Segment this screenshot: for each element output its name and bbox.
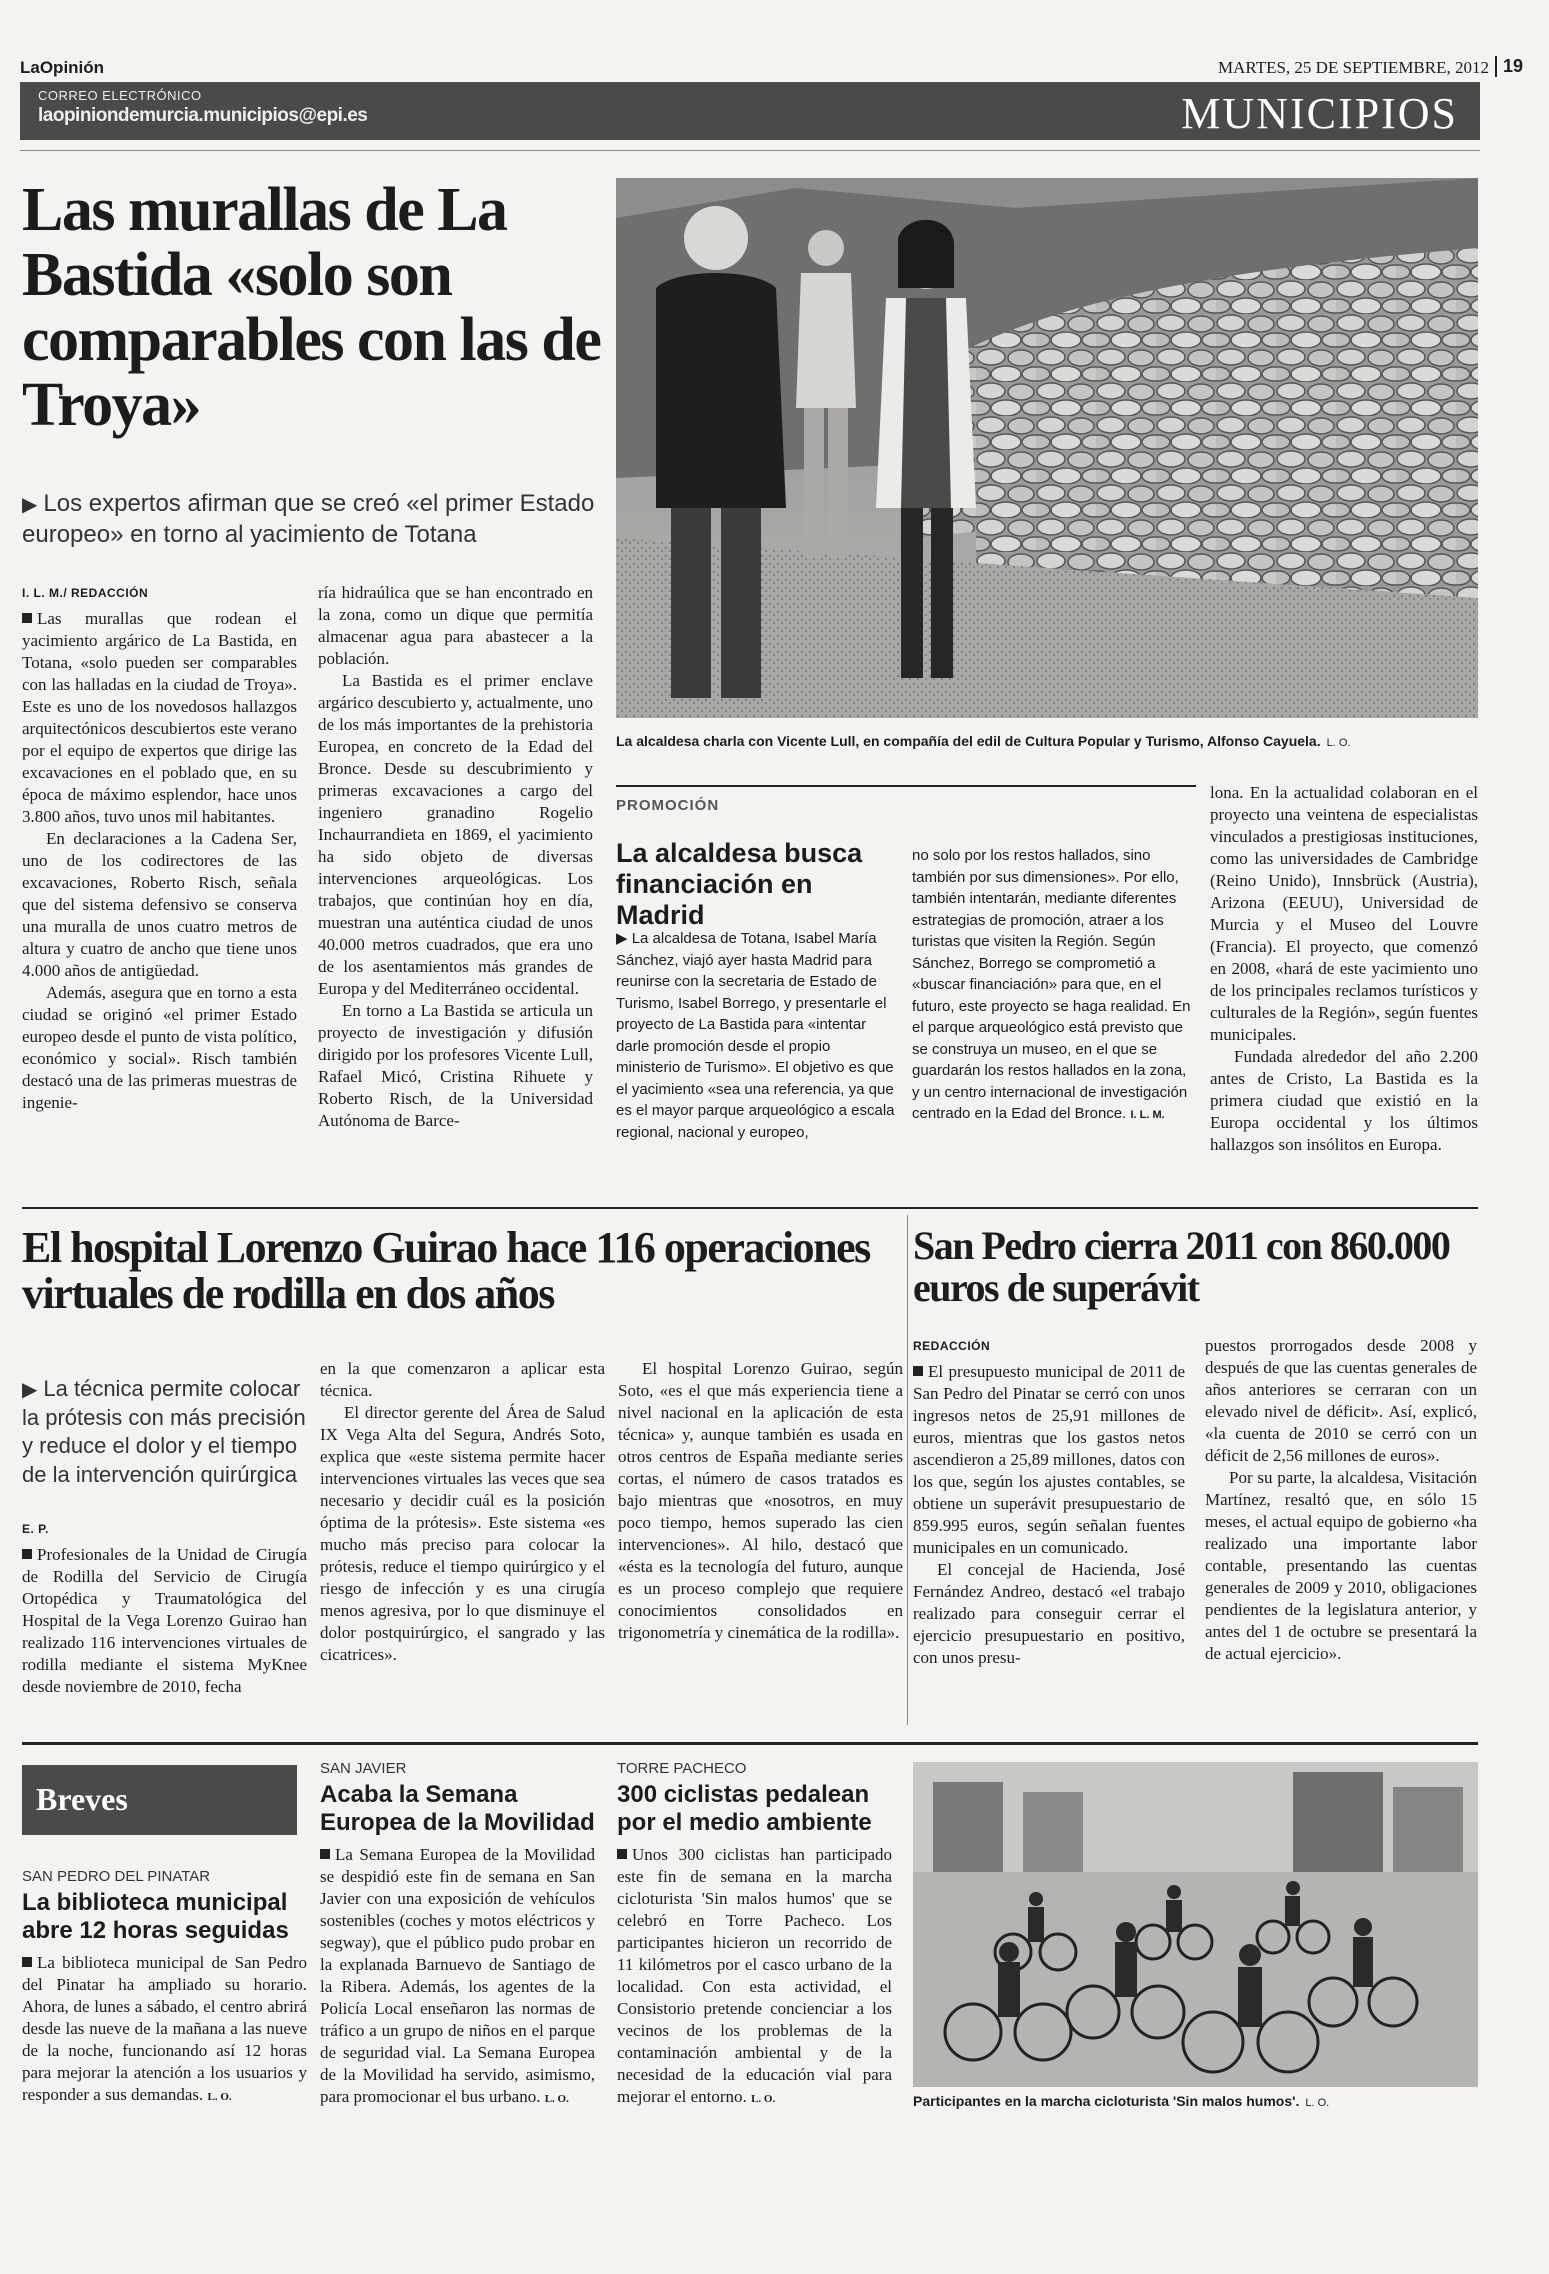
triangle-bullet-icon: ▶	[22, 494, 38, 516]
column-divider	[907, 1215, 908, 1725]
article1-paragraph: La Bastida es el primer enclave argárico descubierto y, actualmente, uno de los más importantes de la prehistoria Europea, en concreto de la Edad del Bronce. Desde su descubrimiento y primeras excavaciones a cargo del ingeniero granadino Rogelio Inchaurrandieta en 1869, el yacimiento ha sido objeto de diversas intervenciones arqueológicas. Los trabajos, que continúan hoy en día, muestran una auténtica ciudad de unos 40.000 metros cuadrados, que era uno de los asentamientos más grandes de Europa y del Mediterráneo occidental.	[318, 671, 593, 998]
brief-kicker: SAN JAVIER	[320, 1760, 407, 1777]
brief-text: La Semana Europea de la Movilidad se despidió este fin de semana en San Javier con una exposición de vehículos sostenibles (coches y motos eléctricos y segway), que el público pudo probar en la explanada Barnuevo de Santiago de la Ribera. Además, los agentes de la Policía Local enseñaron las normas de tráfico a un grupo de niños en el parque de seguridad vial. La Semana Europea de la Movilidad ha servido, asimismo, para promocionar el bus urbano. L. O.	[320, 1845, 595, 2107]
newspaper-name: LaOpinión	[20, 58, 105, 77]
email-address[interactable]: laopiniondemurcia.municipios@epi.es	[38, 105, 368, 126]
article1-paragraph: Fundada alrededor del año 2.200 antes de Cristo, La Bastida es la primera ciudad que existió en la Europa occidental y los últimos hallazgos son insólitos en Europa.	[1210, 1047, 1478, 1154]
page-number: 19	[1495, 56, 1523, 77]
article1-deck	[22, 488, 602, 550]
square-bullet-icon	[913, 1366, 923, 1376]
article1-paragraph: lona. En la actualidad colaboran en el proyecto una veintena de especialistas vinculados a prestigiosas instituciones, como las universidades de Cambridge (Reino Unido), Innsbrück (Austria), Arizona (EEUU), Universidad de Murcia y el Museo del Louvre (Francia). El proyecto, que comenzó en 2008, «hará de este yacimiento uno de los principales reclamos turísticos y culturales de la Región», según fuentes municipales.	[1210, 783, 1478, 1044]
brief-text: La biblioteca municipal de San Pedro del Pinatar ha ampliado su horario. Ahora, de lunes a sábado, el centro abrirá desde las nueve de la mañana a las nueve de la noche, funcionando así 12 horas para mejorar la atención a los usuarios y responder a sus demandas. L. O.	[22, 1953, 307, 2105]
article1-paragraph: Además, asegura que en torno a esta ciudad se originó «el primer Estado europeo desde el punto de vista político, económico y social». Risch también destacó una de las primeras muestras de ingenie-	[22, 983, 297, 1112]
header-rule	[20, 150, 1480, 151]
photo2-caption	[913, 2093, 1478, 2109]
triangle-bullet-icon: ▶	[22, 1379, 38, 1401]
section-title: MUNICIPIOS	[1181, 89, 1458, 138]
brief-title: 300 ciclistas pedalean por el medio ambiente	[617, 1781, 872, 1836]
section-banner	[20, 82, 1480, 140]
brief-signature: L. O.	[544, 2093, 569, 2106]
brief-title: Acaba la Semana Europea de la Movilidad	[320, 1781, 595, 1836]
brief-item	[320, 1760, 595, 2110]
brief-kicker: TORRE PACHECO	[617, 1760, 747, 1777]
breves-banner	[22, 1765, 297, 1835]
photo2-caption-text: Participantes en la marcha cicloturista 'Sin malos humos'.	[913, 2093, 1300, 2109]
article2-headline: El hospital Lorenzo Guirao hace 116 operaciones virtuales de rodilla en dos años	[22, 1223, 870, 1319]
article1-column-3	[1210, 782, 1478, 1156]
brief-item	[617, 1760, 892, 2110]
section-divider-1	[22, 1207, 1478, 1209]
square-bullet-icon	[22, 1549, 32, 1559]
square-bullet-icon	[617, 1849, 627, 1859]
promo-top-rule	[616, 785, 1196, 787]
photo2-credit: L. O.	[1305, 2097, 1330, 2109]
article3-column-1	[913, 1335, 1185, 1669]
cyclists-photo	[913, 1762, 1478, 2087]
promo-column-1	[616, 928, 898, 1143]
article1-paragraph: ría hidraúlica que se han encontrado en la zona, como un dique que permitía almacenar agua para abastecer a la población.	[318, 583, 593, 668]
section-divider-2	[22, 1742, 1478, 1745]
article1-deck-text: Los expertos afirman que se creó «el primer Estado europeo» en torno al yacimiento de Totana	[22, 490, 595, 549]
article3-headline: San Pedro cierra 2011 con 860.000 euros de superávit	[913, 1223, 1450, 1310]
brief-item	[22, 1868, 307, 2108]
article2-deck-text: La técnica permite colocar la prótesis con más precisión y reduce el dolor y el tiempo de la intervención quirúrgica	[22, 1376, 306, 1487]
article2-column-3	[618, 1358, 903, 1644]
promo-text-2: no solo por los restos hallados, sino también por sus dimensiones». Por ello, también intentarán, mediante diferentes estrategias de promoción, atraer a los turistas que visiten la Región. Según Sánchez, Borrego se comprometió a «buscar financiación» para que, en el futuro, este proyecto se haga realidad. En el parque arqueológico está previsto que se construya un museo, en el que se guardarán los restos hallados en la zona, y un centro internacional de investigación centrado en la Edad del Bronce.	[912, 847, 1191, 1122]
article3-paragraph: El concejal de Hacienda, José Fernández Andreo, destacó «el trabajo realizado para conseguir cerrar el ejercicio presupuestario en positivo, con unos presu-	[913, 1560, 1185, 1667]
promo-label: PROMOCIÓN	[616, 797, 720, 814]
breves-title: Breves	[36, 1781, 128, 1817]
article3-paragraph: puestos prorrogados desde 2008 y después de que las cuentas generales de años anteriores se cerraran con un elevado nivel de déficit». Así, explicó, «la cuenta de 2010 se cerró con un déficit de 2,56 millones de euros».	[1205, 1336, 1477, 1465]
article1-column-2	[318, 582, 593, 1132]
article2-paragraph: en la que comenzaron a aplicar esta técnica.	[320, 1359, 605, 1400]
article3-column-2	[1205, 1335, 1477, 1665]
article3-paragraph: Por su parte, la alcaldesa, Visitación Martínez, resaltó que, en sólo 15 meses, el actual equipo de gobierno «ha realizado una importante labor contable, presentando las cuentas generales de 2009 y 2010, obligaciones pendientes de la legislatura anterior, y antes del 1 de octubre se presentará la de actual ejercicio».	[1205, 1468, 1477, 1663]
article1-paragraph: Las murallas que rodean el yacimiento argárico de La Bastida, en Totana, «solo pueden ser comparables con las halladas en la ciudad de Troya». Este es uno de los novedosos hallazgos arquitectónicos descubiertos este verano por el equipo de expertos que dirige las excavaciones en el poblado que, en su época de máximo esplendor, hace unos 3.800 años, tuvo unos mil habitantes.	[22, 609, 297, 826]
brief-text: Unos 300 ciclistas han participado este fin de semana en la marcha cicloturista 'Sin malos humos' que se celebró en Torre Pacheco. Los participantes hicieron un recorrido de 11 kilómetros por el casco urbano de la localidad. Con esta actividad, el Consistorio pretende concienciar a los vecinos de los problemas de la contaminación ambiental y de la necesidad de la educación vial para mejorar el entorno. L. O.	[617, 1845, 892, 2107]
photo1-credit: L. O.	[1326, 737, 1351, 749]
article1-headline: Las murallas de La Bastida «solo son comparables con las de Troya»	[22, 176, 601, 440]
article3-paragraph: El presupuesto municipal de 2011 de San Pedro del Pinatar se cerró con unos ingresos netos de 25,91 millones de euros, mientras que los gastos netos ascendieron a 25,89 millones, datos con los que, según los ajustes contables, se obtiene un superávit presupuestario de 859.995 euros, según señalan fuentes municipales en un comunicado.	[913, 1362, 1185, 1557]
article1-byline: I. L. M./ REDACCIÓN	[22, 586, 149, 600]
photo1-caption-text: La alcaldesa charla con Vicente Lull, en compañía del edil de Cultura Popular y Turismo, Alfonso Cayuela.	[616, 733, 1321, 749]
article1-paragraph: En torno a La Bastida se articula un proyecto de investigación y difusión dirigido por los profesores Vicente Lull, Rafael Micó, Cristina Rihuete y Roberto Risch, de la Universidad Autónoma de Barce-	[318, 1001, 593, 1130]
brief-signature: L. O.	[751, 2093, 776, 2106]
article2-paragraph: El director gerente del Área de Salud IX Vega Alta del Segura, Andrés Soto, explica que «este sistema permite hacer intervenciones virtuales las veces que sea necesario y decidir cuál es la posición óptima de la prótesis». Este sistema «es mucho más preciso para colocar la prótesis, reduce el tiempo quirúrgico y el riesgo de infección y es una cirugía menos agresiva, por lo que disminuye el dolor postquirúrgico, el sangrado y las cicatrices».	[320, 1403, 605, 1664]
brief-kicker: SAN PEDRO DEL PINATAR	[22, 1868, 211, 1885]
square-bullet-icon	[22, 1957, 32, 1967]
article1-column-1	[22, 582, 297, 1114]
brief-signature: L. O.	[207, 2091, 232, 2104]
article2-column-2	[320, 1358, 605, 1666]
square-bullet-icon	[22, 613, 32, 623]
issue-date: MARTES, 25 DE SEPTIEMBRE, 2012	[1218, 58, 1489, 77]
square-bullet-icon	[320, 1849, 330, 1859]
brief-title: La biblioteca municipal abre 12 horas seguidas	[22, 1889, 289, 1944]
promo-title: La alcaldesa busca financiación en Madrid	[616, 838, 863, 931]
article2-deck	[22, 1375, 322, 1489]
article2-paragraph: Profesionales de la Unidad de Cirugía de Rodilla del Servicio de Cirugía Ortopédica y Traumatológica del Hospital de la Vega Lorenzo Guirao han realizado 116 intervenciones virtuales de rodilla mediante el sistema MyKnee desde noviembre de 2010, fecha	[22, 1545, 307, 1696]
promo-signature: I. L. M.	[1130, 1109, 1165, 1121]
promo-column-2	[912, 845, 1194, 1127]
article1-paragraph: En declaraciones a la Cadena Ser, uno de los codirectores de las excavaciones, Roberto Risch, señala que del sistema defensivo se conserva una muralla de unos cuatro metros de altura y cuatro de ancho que tiene unos 4.000 años de antigüedad.	[22, 829, 297, 980]
bastida-walls-photo	[616, 178, 1478, 718]
triangle-bullet-icon: ▶	[616, 930, 632, 947]
email-label: CORREO ELECTRÓNICO	[38, 88, 202, 103]
article2-column-1	[22, 1518, 307, 1698]
article2-byline: E. P.	[22, 1522, 49, 1536]
article2-paragraph: El hospital Lorenzo Guirao, según Soto, «es el que más experiencia tiene a nivel nacional en la aplicación de esta técnica» y, aunque también es usada en otros centros de España mediante series cortas, el número de casos tratados es bajo mientras que «nosotros, en muy poco tiempo, hemos superado las cien intervenciones». Al hilo, destacó que «ésta es la tecnología del futuro, aunque es un proceso complejo que requiere conocimientos consolidados en trigonometría y cinemática de la rodilla».	[618, 1359, 903, 1642]
article3-byline: REDACCIÓN	[913, 1339, 991, 1353]
promo-text-1: La alcaldesa de Totana, Isabel María Sánchez, viajó ayer hasta Madrid para reunirse con la secretaria de Estado de Turismo, Isabel Borrego, y presentarle el proyecto de La Bastida para «intentar darle promoción desde el propio ministerio de Turismo». El objetivo es que el yacimiento «sea una referencia, ya que es el mayor parque arqueológico a escala regional, nacional y europeo,	[616, 930, 895, 1141]
photo1-caption	[616, 733, 1478, 749]
